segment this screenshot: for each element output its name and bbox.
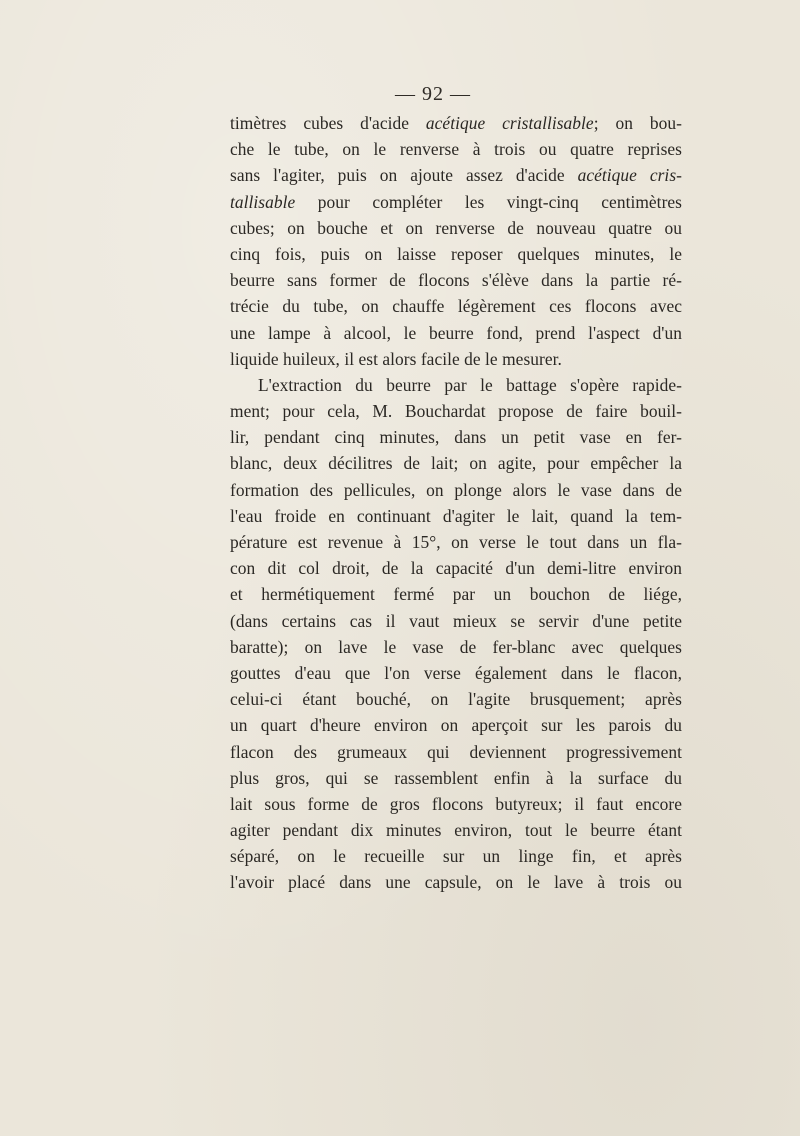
text-line <box>230 634 682 660</box>
text-line <box>230 660 682 686</box>
text-line <box>230 739 682 765</box>
text-segment: celui-ci étant bouché, on l'agite brusquement; après <box>230 689 682 710</box>
text-segment: l'avoir placé dans une capsule, on le lave à trois ou <box>230 872 682 893</box>
text-segment: (dans certains cas il vaut mieux se servir d'une petite <box>230 610 682 631</box>
text-line <box>230 267 682 293</box>
page-number: — 92 — <box>395 83 471 105</box>
text-segment: cinq fois, puis on laisse reposer quelques minutes, le <box>230 243 682 264</box>
italic-text: tallisable <box>230 191 296 212</box>
text-line <box>230 791 682 817</box>
text-segment: séparé, on le recueille sur un linge fin, et après <box>230 846 682 867</box>
text-segment: timètres cubes d'acide <box>230 113 426 133</box>
text-line <box>230 608 682 634</box>
text-segment: baratte); on lave le vase de fer-blanc avec quelques <box>230 636 682 657</box>
text-line <box>230 189 682 215</box>
text-line <box>230 712 682 738</box>
text-segment: liquide huileux, il est alors facile de le mesurer. <box>230 348 562 369</box>
text-line <box>230 136 682 162</box>
text-segment: lir, pendant cinq minutes, dans un petit vase en fer- <box>230 427 682 448</box>
text-segment: une lampe à alcool, le beurre fond, prend l'aspect d'un <box>230 322 682 343</box>
text-line <box>230 162 682 188</box>
text-segment: pérature est revenue à 15°, on verse le tout dans un fla- <box>230 532 682 552</box>
text-line <box>230 320 682 346</box>
text-segment: plus gros, qui se rassemblent enfin à la surface du <box>230 767 682 788</box>
text-line <box>230 581 682 607</box>
text-line <box>230 346 682 372</box>
text-segment: cubes; on bouche et on renverse de nouveau quatre ou <box>230 217 682 238</box>
text-segment: pour compléter les vingt-cinq centimètres <box>295 191 682 212</box>
text-line <box>230 843 682 869</box>
text-line <box>230 424 682 450</box>
text-segment: che le tube, on le renverse à trois ou quatre reprises <box>230 139 682 160</box>
text-segment: trécie du tube, on chauffe légèrement ces flocons avec <box>230 296 682 317</box>
text-segment: et hermétiquement fermé par un bouchon de liége, <box>230 584 682 605</box>
italic-text: acétique cris- <box>577 165 682 186</box>
text-segment: sans l'agiter, puis on ajoute assez d'acide <box>230 165 578 186</box>
text-line <box>230 869 682 895</box>
text-line <box>230 241 682 267</box>
text-segment: flacon des grumeaux qui deviennent progressivement <box>230 741 682 762</box>
text-segment: beurre sans former de flocons s'élève dans la partie ré- <box>230 270 682 291</box>
text-segment: un quart d'heure environ on aperçoit sur les parois du <box>230 715 682 736</box>
text-segment: ; on bou- <box>593 113 682 133</box>
text-line <box>230 686 682 712</box>
text-line <box>230 215 682 241</box>
text-segment: ment; pour cela, M. Bouchardat propose de faire bouil- <box>230 401 682 422</box>
text-line <box>230 398 682 424</box>
text-line <box>230 503 682 529</box>
text-segment: con dit col droit, de la capacité d'un demi-litre environ <box>230 558 682 579</box>
text-line <box>230 110 682 136</box>
text-segment: lait sous forme de gros flocons butyreux; il faut encore <box>230 793 682 814</box>
text-line <box>230 817 682 843</box>
text-line <box>230 372 682 398</box>
body-text <box>230 110 682 896</box>
text-segment: L'extraction du beurre par le battage s'opère rapide- <box>258 374 682 395</box>
text-segment: l'eau froide en continuant d'agiter le lait, quand la tem- <box>230 505 682 526</box>
text-line <box>230 293 682 319</box>
text-line <box>230 477 682 503</box>
text-line <box>230 555 682 581</box>
italic-text: acétique cristallisable <box>425 113 594 133</box>
text-line <box>230 765 682 791</box>
text-line <box>230 450 682 476</box>
text-segment: formation des pellicules, on plonge alors le vase dans de <box>230 479 682 500</box>
text-line <box>230 529 682 555</box>
text-segment: blanc, deux décilitres de lait; on agite, pour empêcher la <box>230 453 682 474</box>
text-segment: agiter pendant dix minutes environ, tout le beurre étant <box>230 820 682 841</box>
text-segment: gouttes d'eau que l'on verse également dans le flacon, <box>230 662 682 683</box>
